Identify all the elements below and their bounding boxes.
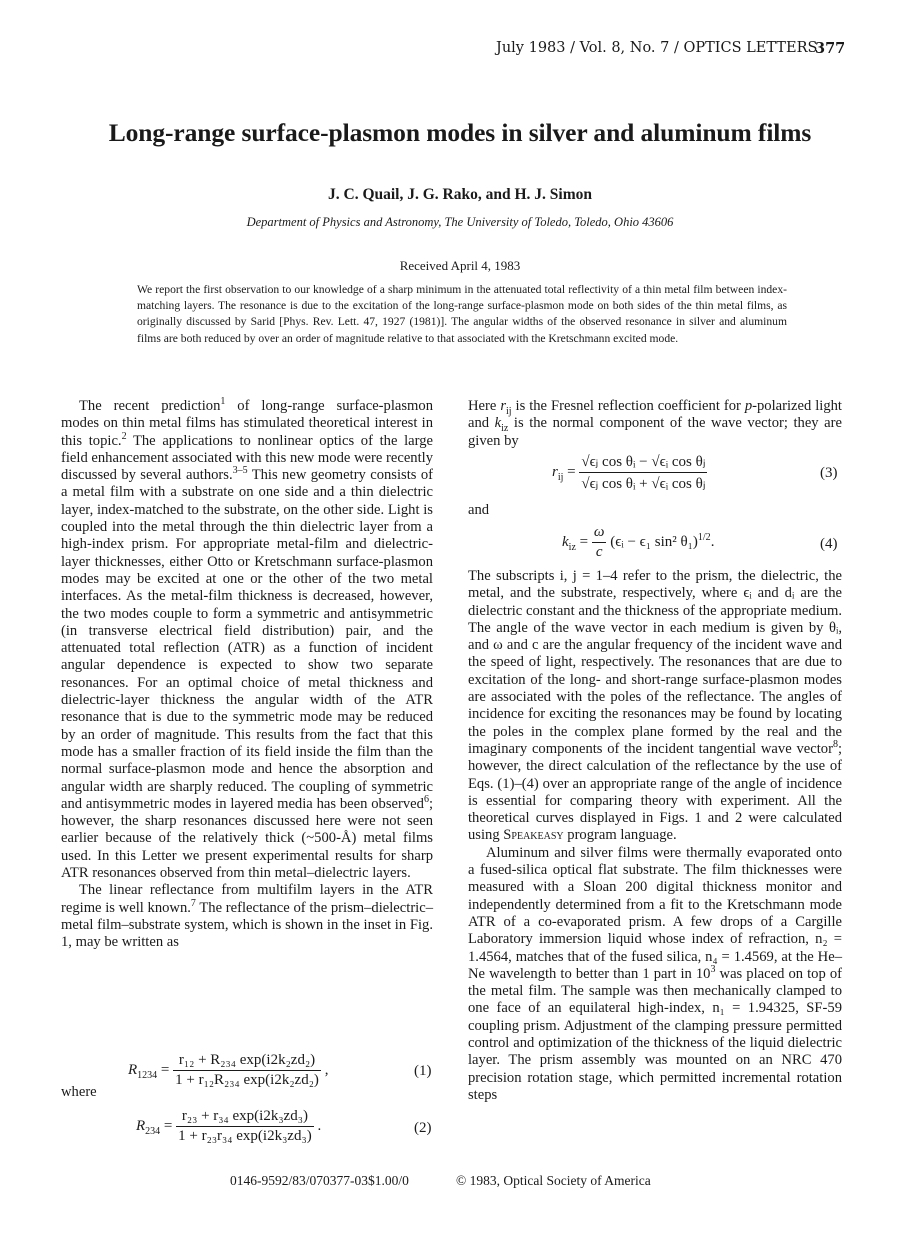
footer-copyright: © 1983, Optical Society of America [456, 1173, 651, 1188]
and-text: and [468, 502, 490, 518]
right-column-intro [468, 398, 842, 458]
ref: 8 [832, 739, 838, 751]
equation-3: $r_{ij}$ = $\frac{\text{√ϵⱼ cos θᵢ − √ϵᵢ cos θⱼ}}{\text{√ϵⱼ cos θᵢ + √ϵᵢ cos θⱼ}}$ [552, 454, 706, 492]
ref: 6 [423, 793, 429, 805]
running-head: July 1983 / Vol. 8, No. 7 / OPTICS LETTERS [496, 40, 818, 56]
right-column-body [468, 568, 842, 1104]
paragraph-experiment: Aluminum and silver films were thermally evaporated onto a fused-silica optical flat substrate. The film thicknesses were measured with a Sloan 200 digital thickness monitor and independently determined from a fit to the Kretschmann mode ATR of a co-evaporated prism. A few drops of a Cargille Laboratory immersion liquid whose index of refraction, n₂ = 1.4564, matches that of the fused silica, n₄ = 1.4569, at the He–Ne wavelength to better than 1 part in $10^3$ was placed on top of the metal film. The sample was then mechanically clamped to one face of an equilateral high-index, n₁ = 1.94325, SF-59 coupling prism. Adjustment of the clamping pressure permitted control and optimization of the thickness of the liquid dielectric layer. The prism assembly was mounted on an NRC 470 precision rotation stage, which permitted incremental rotation steps [468, 844, 842, 1103]
ref: 1 [220, 396, 226, 408]
ref: 3–5 [232, 465, 248, 477]
equation-1: $R_{1234}$ = $\frac{\text{r₁₂ + R₂₃₄ exp(i2k₂zd₂)}}{\text{1 + r₁₂R₂₃₄ exp(i2k₂zd₂)}}$ , [128, 1052, 329, 1088]
ref: 2 [121, 430, 127, 442]
paragraph-fresnel: Here $r_{ij}$ is the Fresnel reflection coefficient for p-polarized light and $k_{iz}$ is the normal component of the wave vector; they are given by [468, 398, 842, 449]
equation-4-label: (4) [820, 536, 838, 552]
fraction: $\frac{\text{r₁₂ + R₂₃₄ exp(i2k₂zd₂)}}{\text{1 + r₁₂R₂₃₄ exp(i2k₂zd₂)}}$ [175, 1052, 319, 1088]
equation-2: $R_{234}$ = $\frac{\text{r₂₃ + r₃₄ exp(i2k₃zd₃)}}{\text{1 + r₂₃r₃₄ exp(i2k₃zd₃)}}$ . [136, 1108, 322, 1144]
abstract: We report the first observation to our knowledge of a sharp minimum in the attenuated total reflectivity of a thin metal film between index-matching layers. The resonance is due to the excitation of the long-range surface-plasmon mode on both sides of the thin metal films, as originally discussed by Sarid [Phys. Rev. Lett. 47, 1927 (1981)]. The angular widths of the observed resonance in silver and aluminum films are both reduced by over an order of magnitude relative to that associated with the Kretschmann excited mode. [137, 283, 787, 345]
affiliation: Department of Physics and Astronomy, The University of Toledo, Toledo, Ohio 43606 [246, 215, 674, 229]
equation-1-label: (1) [414, 1063, 432, 1079]
article-title: Long-range surface-plasmon modes in silver and aluminum films [108, 118, 812, 147]
left-column [61, 398, 433, 952]
fraction: $\frac{\omega}{c}$ [593, 524, 605, 560]
equation-2-label: (2) [414, 1120, 432, 1136]
paragraph-subscripts: The subscripts i, j = 1–4 refer to the prism, the dielectric, the metal, and the substrate, respectively, where ϵᵢ and dᵢ are the dielectric constant and the thickness of the appropriate medium. The angle of the wave vector in each medium is given by θᵢ, and ω and c are the angular frequency of the incident wave and the speed of light, respectively. The resonances that are due to excitation of the long- and short-range surface-plasmon modes are associated with the poles of the reflectance. The angles of incidence for exciting the resonances may be found by locating the poles in the complex plane formed by the real and the imaginary components of the incident tangential wave vector$^8$; however, the direct calculation of the reflectance by the use of Eqs. (1)–(4) over an appropriate range of the angle of incidence is essential for comparing theory with experiment. All the theoretical curves displayed in Figs. 1 and 2 were calculated using Speakeasy program language. [468, 568, 842, 844]
fraction: $\frac{\text{√ϵⱼ cos θᵢ − √ϵᵢ cos θⱼ}}{\text{√ϵⱼ cos θᵢ + √ϵᵢ cos θⱼ}}$ [581, 454, 706, 492]
paragraph-intro: The recent prediction$^1$ of long-range surface-plasmon modes on thin metal films has stimulated theoretical interest in this topic.$^2$ The applications to nonlinear optics of the large field enhancement associated with this new mode were recently discussed by several authors.$^{3-5}$ This new geometry consists of a metal film with a substrate on one side and a thin dielectric layer, index-matched to the substrate, on the other side. Light is coupled into the metal through the thin dielectric layer from a high-index prism. For appropriate metal-film and dielectric-layer thicknesses, either Otto or Kretschmann surface-plasmon modes may be excited at one or the other of the two metal interfaces. As the metal-film thickness is decreased, however, the two modes couple to form a symmetric and antisymmetric (in transverse electrical field distribution) pair, and the attenuated total reflection (ATR) as a function of incident angular dependence is expected to show two separate resonances. For an optimal choice of metal thickness and dielectric-layer thickness the angular width of the ATR resonance that is due to the symmetric mode may be reduced by an order of magnitude. This results from the fact that this mode has a smaller fraction of its field inside the film than the normal surface-plasmon mode and hence the absorption and angular width are sharply reduced. The coupling of symmetric and antisymmetric modes in layered media has been observed$^6$; however, the sharp resonances discussed here were not seen earlier because of the relatively thick (~500-Å) metal films used. In this Letter we present experimental results for sharp ATR resonances observed from thin metal–dielectric layers. [61, 396, 433, 882]
authors: J. C. Quail, J. G. Rako, and H. J. Simon [328, 186, 592, 203]
footer-code: 0146-9592/83/070377-03$1.00/0 [230, 1173, 409, 1188]
equation-3-label: (3) [820, 465, 838, 481]
fraction: $\frac{\text{r₂₃ + r₃₄ exp(i2k₃zd₃)}}{\text{1 + r₂₃r₃₄ exp(i2k₃zd₃)}}$ [178, 1108, 312, 1144]
paragraph-reflectance: The linear reflectance from multifilm layers in the ATR regime is well known.$^7$ The reflectance of the prism–dielectric–metal film–substrate system, which is shown in the inset in Fig. 1, may be written as [61, 882, 434, 951]
ref: 7 [190, 897, 196, 909]
equation-4: $k_{iz}$ = $\frac{\omega}{c}$ (ϵᵢ − ϵ₁ sin² θ₁)$^{1/2}$. [562, 524, 715, 560]
page-number: 377 [815, 40, 846, 57]
received-date: Received April 4, 1983 [399, 258, 521, 273]
where-text: where [61, 1084, 97, 1100]
